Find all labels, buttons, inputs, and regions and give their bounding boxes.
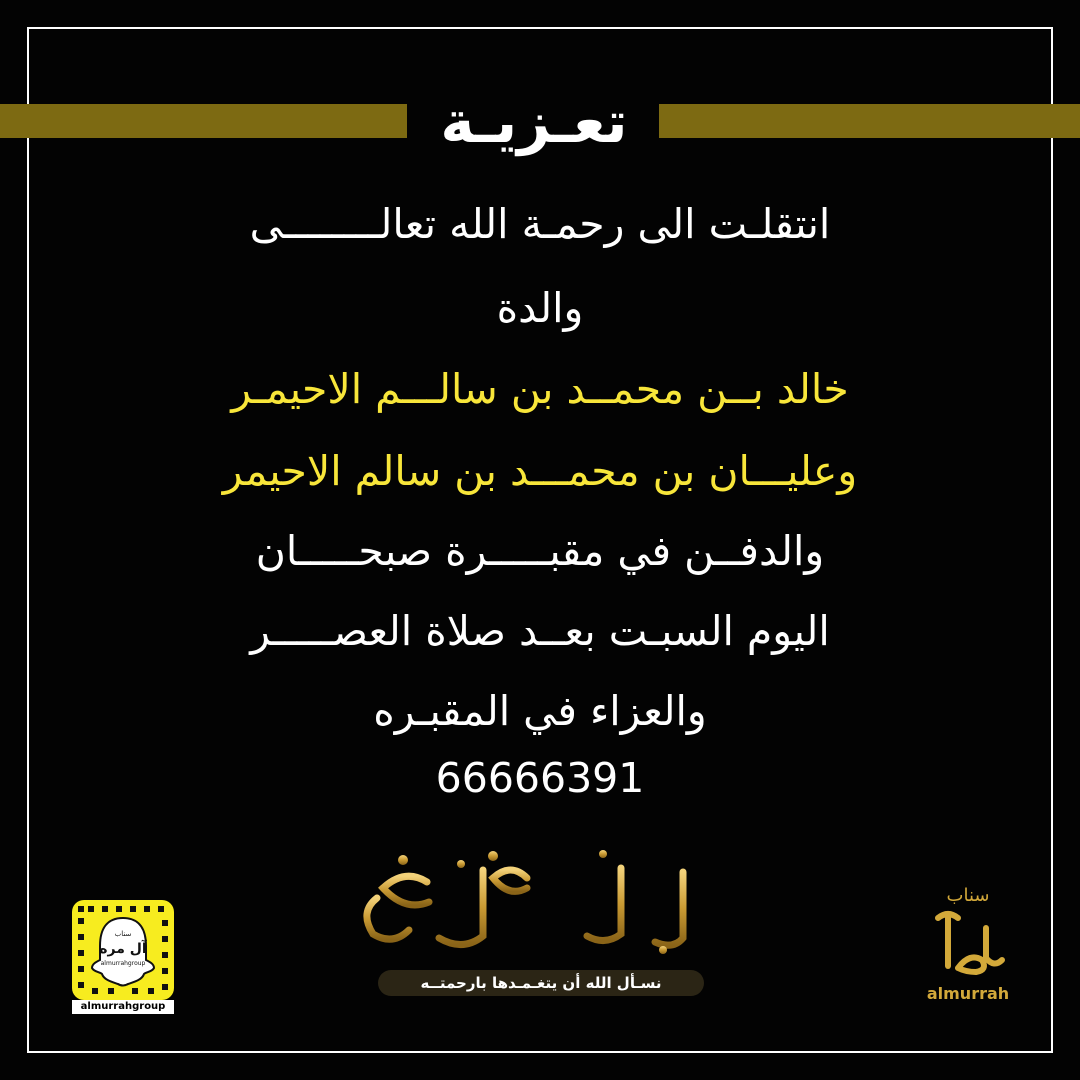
line-condolences: والعزاء في المقبـره	[373, 687, 707, 735]
line-mother-of: والدة	[496, 284, 584, 332]
brand-emblem	[928, 908, 1008, 978]
line-son-olayan: وعليـــان بن محمـــد بن سالم الاحيمر	[222, 447, 858, 495]
snapcode-image	[72, 900, 174, 1000]
header-bar-left	[0, 104, 407, 138]
snapcode-handle: almurrahgroup	[72, 1000, 174, 1014]
snapcode-logo-top: سناب	[114, 930, 132, 938]
prayer-banner: نسـأل الله أن يتغـمـدها بارحمتــه	[378, 970, 704, 996]
line-son-khalid: خالد بــن محمــد بن سالـــم الاحيمـر	[231, 365, 849, 413]
calligraphy-verse	[343, 842, 743, 962]
header-bar-right	[659, 104, 1080, 138]
phone-number: 66666391	[435, 754, 645, 802]
snapcode[interactable]	[72, 900, 174, 1014]
line-burial: والدفــن في مقبـــــرة صبحـــــان	[255, 527, 825, 575]
brand-snap-label: سناب	[946, 885, 990, 906]
brand-logo	[920, 884, 1016, 1014]
snapcode-logo-word: آل مره	[99, 941, 147, 957]
snapcode-logo-handle: almurrahgroup	[100, 960, 146, 967]
line-passed-away: انتقلـت الى رحمـة الله تعالــــــــى	[249, 200, 831, 248]
title: تعـزيـة	[440, 88, 628, 156]
brand-name: almurrah	[926, 984, 1010, 1003]
line-time: اليوم السبـت بعــد صلاة العصـــــر	[250, 607, 830, 655]
